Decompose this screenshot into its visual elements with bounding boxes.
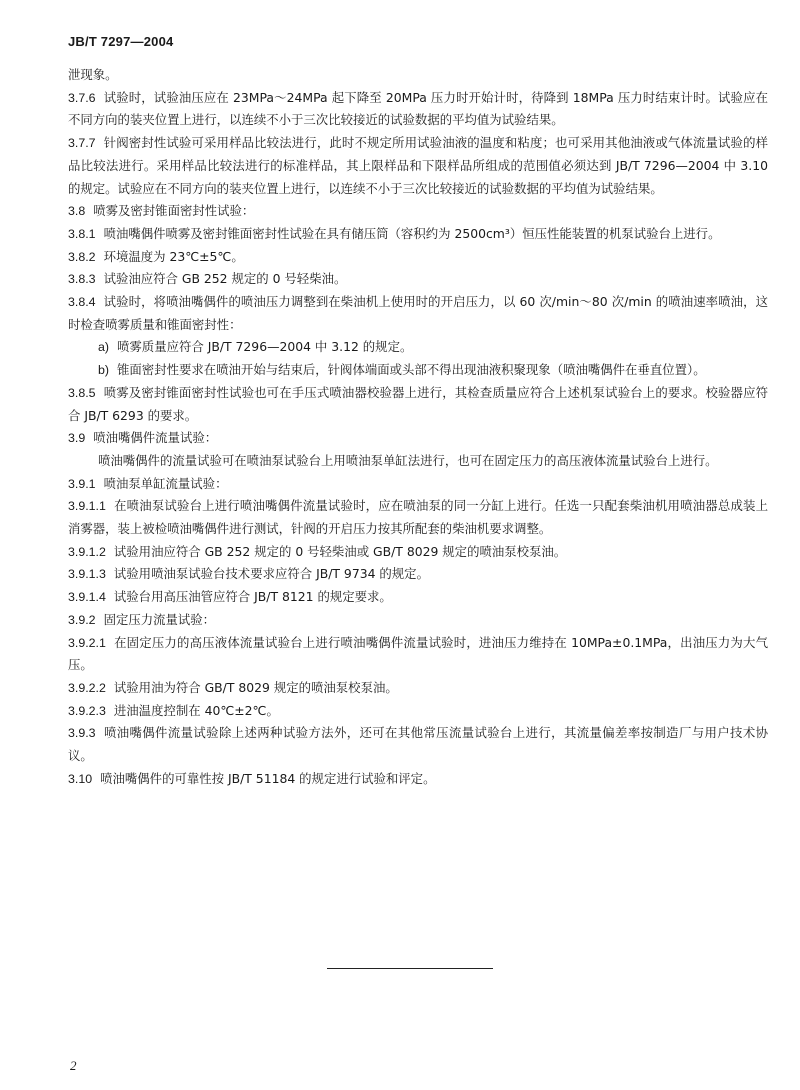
- clause-number: 3.8.4: [68, 295, 96, 310]
- clause-number: 3.8.1: [68, 226, 96, 241]
- clause-text: 喷油嘴偶件流量试验：: [93, 430, 218, 446]
- clause-paragraph: [68, 87, 768, 132]
- clause-paragraph: [68, 291, 768, 336]
- clause-text: 试验油应符合 GB 252 规定的 0 号轻柴油。: [103, 271, 347, 287]
- clause-text: 喷油嘴偶件流量试验除上述两种试验方法外，还可在其他常压流量试验台上进行，其流量偏差率按制造厂与用户技术协议。: [68, 725, 768, 764]
- clause-text: 试验用油应符合 GB 252 规定的 0 号轻柴油或 GB/T 8029 规定的喷油泵校泵油。: [113, 543, 567, 559]
- clause-paragraph: [68, 563, 768, 586]
- clause-text: 喷雾质量应符合 JB/T 7296—2004 中 3.12 的规定。: [117, 339, 413, 355]
- clause-text: 进油温度控制在 40℃±2℃。: [113, 702, 279, 718]
- clause-number: 3.8.2: [68, 249, 96, 264]
- clause-paragraph: [68, 541, 768, 564]
- clause-number: 3.9.1: [68, 476, 96, 491]
- clause-number: a): [98, 340, 110, 355]
- clause-text: 试验台用高压油管应符合 JB/T 8121 的规定要求。: [113, 589, 392, 605]
- clause-paragraph: [68, 495, 768, 540]
- clause-text: 试验用喷油泵试验台技术要求应符合 JB/T 9734 的规定。: [113, 566, 429, 582]
- clause-paragraph: [68, 722, 768, 767]
- clause-text: 固定压力流量试验：: [103, 611, 216, 627]
- clause-text: 泄现象。: [68, 67, 118, 82]
- clause-paragraph: [68, 382, 768, 427]
- clause-text: 喷油嘴偶件的流量试验可在喷油泵试验台上用喷油泵单缸法进行，也可在固定压力的高压液体流量试验台上进行。: [98, 452, 718, 468]
- clause-number: 3.9.1.3: [68, 567, 106, 582]
- clause-paragraph: [68, 700, 768, 723]
- clause-number: 3.7.6: [68, 90, 96, 105]
- clause-number: 3.10: [68, 771, 93, 786]
- clause-number: 3.9.1.4: [68, 590, 106, 605]
- clause-text: 喷雾及密封锥面密封性试验也可在手压式喷油器校验器上进行，其检查质量应符合上述机泵试验台上的要求。校验器应符合 JB/T 6293 的要求。: [68, 384, 768, 423]
- clause-text: 环境温度为 23℃±5℃。: [103, 248, 244, 264]
- clause-text: 针阀密封性试验可采用样品比较法进行，此时不规定所用试验油液的温度和粘度；也可采用其他油液或气体流量试验的样品比较法进行。采用样品比较法进行的标准样品，其上限样品和下限样品所组成的范围值必须达到 JB/T 7296—2004 中 3.10 的规定。试验应在不同方向的装夹位置上进行，以连续不小于三次比较接近的试验数据的平均值为试验结果。: [68, 135, 768, 196]
- clause-number: 3.9.2.3: [68, 703, 106, 718]
- clause-paragraph: [68, 223, 768, 246]
- clause-paragraph: [68, 246, 768, 269]
- list-item: [68, 359, 768, 382]
- document-code-header: JB/T 7297—2004: [68, 34, 174, 49]
- clause-text: 在固定压力的高压液体流量试验台上进行喷油嘴偶件流量试验时，进油压力维持在 10MPa±0.1MPa，出油压力为大气压。: [68, 634, 768, 673]
- clause-number: 3.8.3: [68, 272, 96, 287]
- clause-paragraph: [68, 427, 768, 450]
- clause-paragraph: [68, 450, 768, 473]
- clause-paragraph: [68, 268, 768, 291]
- clause-number: 3.9.1.2: [68, 544, 106, 559]
- clause-number: 3.9.2.1: [68, 635, 106, 650]
- clause-text: 喷油泵单缸流量试验：: [103, 475, 228, 491]
- clause-number: b): [98, 363, 110, 378]
- clause-number: 3.9: [68, 431, 86, 446]
- clause-number: 3.8.5: [68, 385, 96, 400]
- clause-paragraph: [68, 64, 768, 87]
- clause-number: 3.9.1.1: [68, 499, 106, 514]
- clause-paragraph: [68, 586, 768, 609]
- document-body: [68, 64, 768, 791]
- clause-number: 3.9.2: [68, 612, 96, 627]
- clause-text: 试验用油为符合 GB/T 8029 规定的喷油泵校泵油。: [113, 679, 398, 695]
- clause-number: 3.9.2.2: [68, 680, 106, 695]
- clause-text: 试验时，试验油压应在 23MPa～24MPa 起下降至 20MPa 压力时开始计时，待降到 18MPa 压力时结束计时。试验应在不同方向的装夹位置上进行，以连续不小于三次比较接近的试验数据的平均值为试验结果。: [68, 89, 768, 128]
- clause-text: 喷雾及密封锥面密封性试验：: [93, 203, 255, 219]
- clause-paragraph: [68, 677, 768, 700]
- clause-paragraph: [68, 473, 768, 496]
- clause-number: 3.8: [68, 204, 86, 219]
- clause-number: 3.7.7: [68, 136, 96, 151]
- clause-text: 喷油嘴偶件喷雾及密封锥面密封性试验在具有储压筒（容积约为 2500cm³）恒压性能装置的机泵试验台上进行。: [103, 225, 721, 241]
- page-number: 2: [70, 1058, 77, 1073]
- end-of-text-rule: [327, 968, 493, 969]
- clause-paragraph: [68, 768, 768, 791]
- clause-paragraph: [68, 200, 768, 223]
- clause-paragraph: [68, 632, 768, 677]
- clause-text: 在喷油泵试验台上进行喷油嘴偶件流量试验时，应在喷油泵的同一分缸上进行。任选一只配套柴油机用喷油器总成装上消雾器，装上被检喷油嘴偶件进行测试，针阀的开启压力按其所配套的柴油机要求调整。: [68, 498, 768, 537]
- clause-text: 喷油嘴偶件的可靠性按 JB/T 51184 的规定进行试验和评定。: [100, 770, 436, 786]
- clause-text: 试验时，将喷油嘴偶件的喷油压力调整到在柴油机上使用时的开启压力，以 60 次/min～80 次/min 的喷油速率喷油，这时检查喷雾质量和锥面密封性：: [68, 294, 768, 332]
- clause-text: 锥面密封性要求在喷油开始与结束后，针阀体端面或头部不得出现油液积聚现象（喷油嘴偶件在垂直位置）。: [117, 362, 706, 378]
- list-item: [68, 336, 768, 359]
- clause-paragraph: [68, 609, 768, 632]
- clause-paragraph: [68, 132, 768, 200]
- clause-number: 3.9.3: [68, 726, 96, 741]
